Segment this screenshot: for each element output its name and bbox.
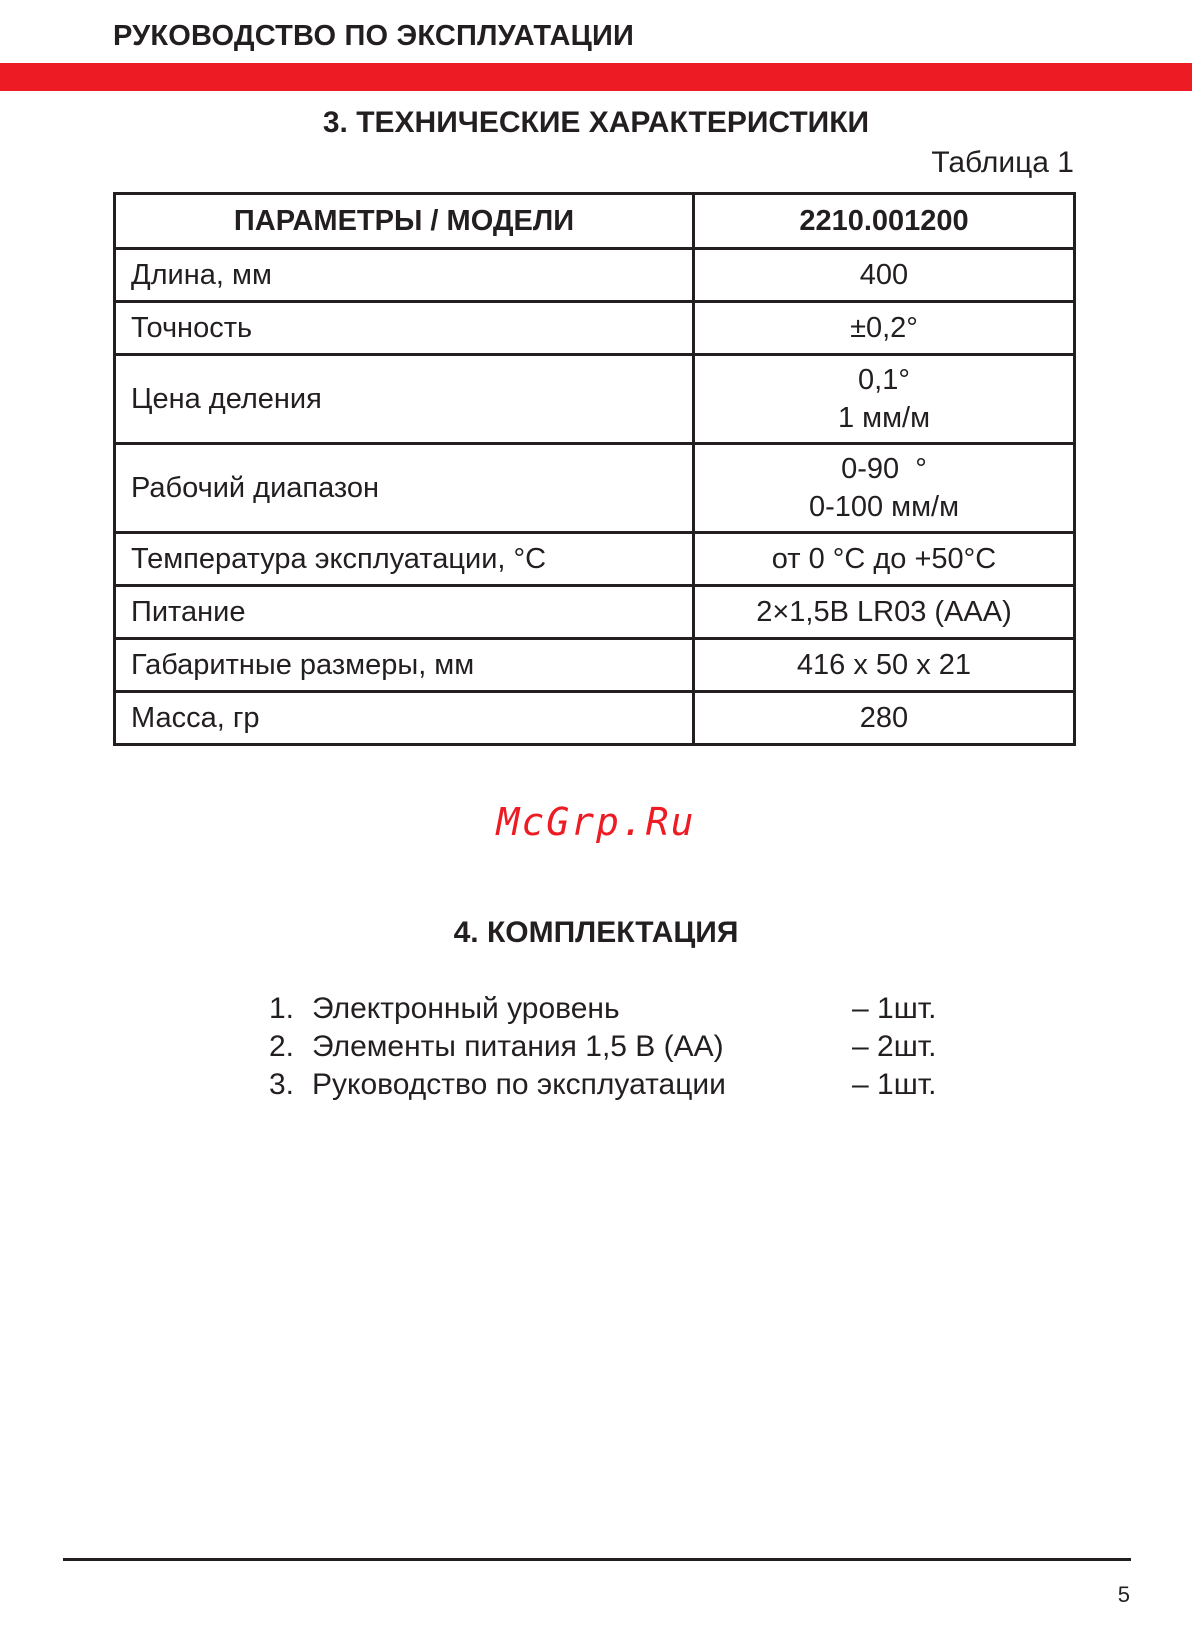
value-line: 0-100 мм/м — [808, 491, 960, 523]
item-name: Руководство по эксплуатации — [312, 1068, 726, 1101]
row-value — [694, 302, 1075, 355]
item-quantity: – 1шт. — [852, 992, 937, 1025]
row-value — [694, 249, 1075, 302]
value-line: 416 x 50 x 21 — [796, 649, 972, 681]
row-value — [694, 639, 1075, 692]
row-param: Рабочий диапазон — [115, 444, 694, 533]
section-3-title: 3. ТЕХНИЧЕСКИЕ ХАРАКТЕРИСТИКИ — [322, 106, 870, 139]
row-param: Габаритные размеры, мм — [115, 639, 694, 692]
item-number: 2. — [268, 1030, 294, 1063]
page-number: 5 — [1117, 1582, 1130, 1607]
row-param: Температура эксплуатации, °C — [115, 533, 694, 586]
value-line: 0,1° — [858, 364, 910, 396]
value-line: 2×1,5В LR03 (AAA) — [756, 596, 1012, 628]
row-value — [694, 533, 1075, 586]
table-header-row — [115, 194, 1075, 249]
header-parameters: ПАРАМЕТРЫ / МОДЕЛИ — [115, 194, 694, 249]
row-param: Масса, гр — [115, 692, 694, 745]
item-name: Элементы питания 1,5 В (АА) — [312, 1030, 724, 1063]
kit-list — [248, 990, 972, 1104]
table-row — [115, 355, 1075, 444]
table-caption: Таблица 1 — [931, 146, 1074, 179]
item-quantity: – 2шт. — [852, 1030, 937, 1063]
row-param: Цена деления — [115, 355, 694, 444]
row-value — [694, 692, 1075, 745]
table-row — [115, 444, 1075, 533]
value-line: 400 — [859, 259, 909, 291]
table-row — [115, 692, 1075, 745]
item-number: 1. — [268, 992, 294, 1025]
value-line: 0-90 ° — [841, 453, 927, 485]
list-item — [248, 1028, 972, 1066]
value-line: 1 мм/м — [837, 402, 931, 434]
watermark-text: McGrp.Ru — [496, 800, 696, 844]
section-4-title: 4. КОМПЛЕКТАЦИЯ — [453, 916, 739, 949]
table-row — [115, 302, 1075, 355]
value-line: 280 — [859, 702, 909, 734]
row-value — [694, 444, 1075, 533]
header-model: 2210.001200 — [694, 194, 1075, 249]
table-row — [115, 533, 1075, 586]
item-number: 3. — [268, 1068, 294, 1101]
item-name: Электронный уровень — [312, 992, 620, 1025]
table-row — [115, 249, 1075, 302]
item-quantity: – 1шт. — [852, 1068, 937, 1101]
header-red-band — [0, 63, 1192, 91]
row-param: Питание — [115, 586, 694, 639]
list-item — [248, 990, 972, 1028]
row-param: Длина, мм — [115, 249, 694, 302]
specifications-table — [113, 192, 1076, 746]
table-row — [115, 639, 1075, 692]
footer-divider — [63, 1558, 1131, 1561]
row-value — [694, 355, 1075, 444]
value-line: ±0,2° — [850, 312, 918, 344]
table-row — [115, 586, 1075, 639]
row-value — [694, 586, 1075, 639]
list-item — [248, 1066, 972, 1104]
value-line: от 0 °C до +50°C — [771, 543, 997, 575]
document-header-title: РУКОВОДСТВО ПО ЭКСПЛУАТАЦИИ — [113, 20, 635, 52]
row-param: Точность — [115, 302, 694, 355]
